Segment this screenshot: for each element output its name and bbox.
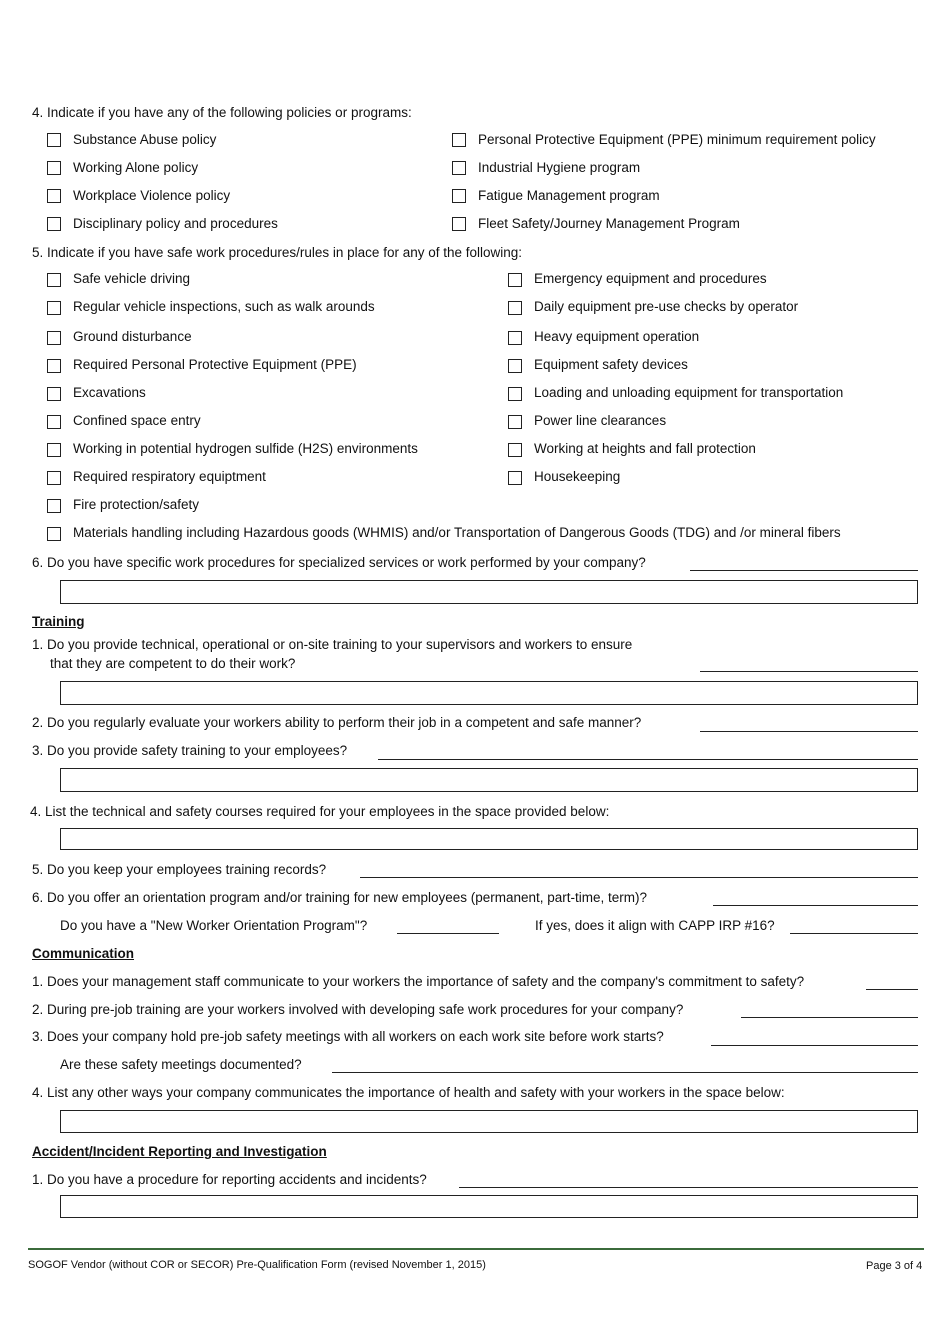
checkbox-label: Disciplinary policy and procedures: [73, 216, 278, 231]
checkbox-procedure[interactable]: [508, 331, 522, 345]
checkbox-label: Materials handling including Hazardous goods (WHMIS) and/or Transportation of Dangerous Goods (TDG) and /or mineral fibers: [73, 525, 841, 540]
checkbox-label: Personal Protective Equipment (PPE) minimum requirement policy: [478, 132, 876, 147]
procedures-question: 5. Indicate if you have safe work procedures/rules in place for any of the following:: [32, 245, 523, 260]
checkbox-procedure[interactable]: [47, 471, 61, 485]
checkbox-label: Confined space entry: [73, 413, 201, 428]
checkbox-fatigue-management[interactable]: [452, 189, 466, 203]
communication-heading: Communication: [32, 946, 135, 961]
checkbox-procedure[interactable]: [508, 301, 522, 315]
checkbox-label: Substance Abuse policy: [73, 132, 217, 147]
checkbox-label: Working in potential hydrogen sulfide (H2S) environments: [73, 441, 418, 456]
answer-line[interactable]: [700, 671, 918, 672]
checkbox-label: Required respiratory equiptment: [73, 469, 266, 484]
training-q6b: If yes, does it align with CAPP IRP #16?: [535, 918, 775, 933]
communication-q3a: Are these safety meetings documented?: [60, 1057, 302, 1072]
checkbox-label: Ground disturbance: [73, 329, 192, 344]
checkbox-procedure[interactable]: [47, 499, 61, 513]
checkbox-label: Fire protection/safety: [73, 497, 200, 512]
checkbox-label: Regular vehicle inspections, such as walk arounds: [73, 299, 375, 314]
training-q5: 5. Do you keep your employees training records?: [32, 862, 327, 877]
training-q1: 1. Do you provide technical, operational or on-site training to your supervisors and workers to ensure: [32, 637, 633, 652]
communication-q3: 3. Does your company hold pre-job safety meetings with all workers on each work site before work starts?: [32, 1029, 664, 1044]
answer-line[interactable]: [866, 989, 918, 990]
policies-question: 4. Indicate if you have any of the following policies or programs:: [32, 105, 412, 120]
training-q1-cont: that they are competent to do their work?: [50, 656, 296, 671]
footer-rule: [28, 1248, 924, 1250]
checkbox-label: Emergency equipment and procedures: [534, 271, 767, 286]
footer-page-number: Page 3 of 4: [866, 1260, 923, 1272]
checkbox-procedure[interactable]: [508, 273, 522, 287]
checkbox-procedure[interactable]: [508, 359, 522, 373]
footer-form-name: SOGOF Vendor (without COR or SECOR) Pre-Qualification Form (revised November 1, 2015): [28, 1259, 486, 1271]
checkbox-label: Safe vehicle driving: [73, 271, 191, 286]
answer-line[interactable]: [711, 1045, 918, 1046]
answer-box[interactable]: [60, 828, 918, 850]
answer-line[interactable]: [397, 933, 499, 934]
answer-box[interactable]: [60, 1195, 918, 1218]
answer-box[interactable]: [60, 768, 918, 792]
answer-line[interactable]: [690, 570, 918, 571]
checkbox-procedure[interactable]: [47, 331, 61, 345]
accident-heading: Accident/Incident Reporting and Investigation: [32, 1144, 327, 1159]
training-q2: 2. Do you regularly evaluate your workers ability to perform their job in a competent and safe manner?: [32, 715, 642, 730]
answer-line[interactable]: [713, 905, 918, 906]
checkbox-label: Loading and unloading equipment for transportation: [534, 385, 844, 400]
checkbox-label: Power line clearances: [534, 413, 667, 428]
checkbox-procedure[interactable]: [508, 415, 522, 429]
checkbox-disciplinary-policy[interactable]: [47, 217, 61, 231]
checkbox-fleet-safety[interactable]: [452, 217, 466, 231]
checkbox-label: Housekeeping: [534, 469, 621, 484]
checkbox-label: Daily equipment pre-use checks by operator: [534, 299, 799, 314]
checkbox-label: Excavations: [73, 385, 146, 400]
checkbox-procedure[interactable]: [47, 359, 61, 373]
checkbox-label: Working at heights and fall protection: [534, 441, 756, 456]
specialized-procedures-question: 6. Do you have specific work procedures for specialized services or work performed by your company?: [32, 555, 646, 570]
communication-q4: 4. List any other ways your company communicates the importance of health and safety with your workers in the space below:: [32, 1085, 785, 1100]
checkbox-label: Required Personal Protective Equipment (PPE): [73, 357, 357, 372]
answer-line[interactable]: [790, 933, 918, 934]
checkbox-procedure[interactable]: [47, 387, 61, 401]
training-q6a: Do you have a "New Worker Orientation Program"?: [60, 918, 368, 933]
checkbox-label: Fatigue Management program: [478, 188, 660, 203]
checkbox-workplace-violence-policy[interactable]: [47, 189, 61, 203]
checkbox-procedure[interactable]: [47, 301, 61, 315]
checkbox-label: Industrial Hygiene program: [478, 160, 641, 175]
training-q4: 4. List the technical and safety courses required for your employees in the space provided below:: [30, 804, 610, 819]
answer-box[interactable]: [60, 681, 918, 705]
answer-line[interactable]: [459, 1187, 918, 1188]
answer-line[interactable]: [700, 731, 918, 732]
checkbox-label: Heavy equipment operation: [534, 329, 700, 344]
answer-box[interactable]: [60, 580, 918, 604]
checkbox-label: Working Alone policy: [73, 160, 199, 175]
checkbox-substance-abuse-policy[interactable]: [47, 133, 61, 147]
checkbox-working-alone-policy[interactable]: [47, 161, 61, 175]
training-q6: 6. Do you offer an orientation program and/or training for new employees (permanent, part-time, term)?: [32, 890, 648, 905]
checkbox-procedure[interactable]: [47, 443, 61, 457]
communication-q1: 1. Does your management staff communicate to your workers the importance of safety and the company's commitment to safety?: [32, 974, 805, 989]
answer-line[interactable]: [741, 1017, 918, 1018]
checkbox-procedure[interactable]: [508, 443, 522, 457]
checkbox-procedure[interactable]: [508, 387, 522, 401]
checkbox-ppe-policy[interactable]: [452, 133, 466, 147]
accident-q1: 1. Do you have a procedure for reporting accidents and incidents?: [32, 1172, 427, 1187]
checkbox-materials-handling[interactable]: [47, 527, 61, 541]
answer-line[interactable]: [332, 1072, 918, 1073]
checkbox-label: Equipment safety devices: [534, 357, 688, 372]
checkbox-industrial-hygiene[interactable]: [452, 161, 466, 175]
checkbox-procedure[interactable]: [508, 471, 522, 485]
answer-box[interactable]: [60, 1110, 918, 1133]
training-heading: Training: [32, 614, 85, 629]
answer-line[interactable]: [360, 877, 918, 878]
checkbox-label: Workplace Violence policy: [73, 188, 231, 203]
answer-line[interactable]: [378, 759, 918, 760]
communication-q2: 2. During pre-job training are your workers involved with developing safe work procedures for your company?: [32, 1002, 684, 1017]
checkbox-procedure[interactable]: [47, 415, 61, 429]
training-q3: 3. Do you provide safety training to your employees?: [32, 743, 348, 758]
checkbox-procedure[interactable]: [47, 273, 61, 287]
checkbox-label: Fleet Safety/Journey Management Program: [478, 216, 740, 231]
